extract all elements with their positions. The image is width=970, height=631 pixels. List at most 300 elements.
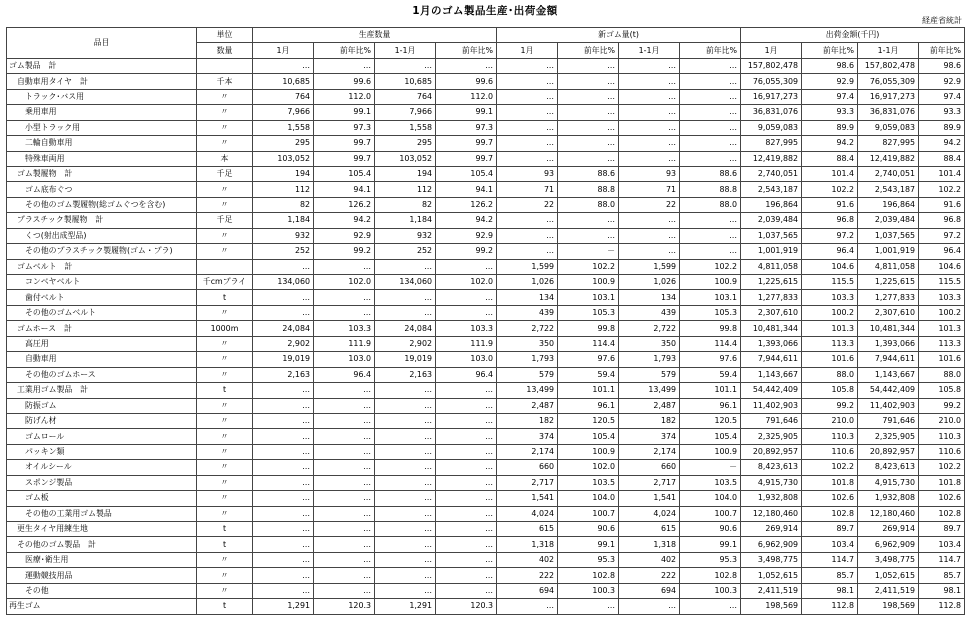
header-item: 品目	[7, 28, 197, 59]
value-cell: 110.6	[802, 444, 858, 459]
item-name: 防げん材	[7, 413, 197, 428]
value-cell: 134,060	[375, 275, 436, 290]
value-cell: 100.9	[558, 275, 619, 290]
value-cell: 91.6	[919, 197, 965, 212]
value-cell: 10,685	[375, 74, 436, 89]
table-row	[7, 568, 965, 583]
value-cell: 12,419,882	[858, 151, 919, 166]
source-label: 経産省統計	[922, 16, 962, 25]
value-cell: 1,052,615	[858, 568, 919, 583]
value-cell: …	[436, 583, 497, 598]
statistics-table	[6, 27, 965, 615]
value-cell: 112.8	[919, 599, 965, 614]
value-cell: …	[558, 599, 619, 614]
value-cell: 103,052	[375, 151, 436, 166]
value-cell: 210.0	[802, 413, 858, 428]
value-cell: 102.8	[680, 568, 741, 583]
value-cell: 2,487	[619, 398, 680, 413]
value-cell: 97.4	[919, 89, 965, 104]
value-cell: 1,318	[619, 537, 680, 552]
value-cell: 88.8	[680, 182, 741, 197]
item-name: ゴム製品 計	[7, 58, 197, 73]
value-cell: 85.7	[919, 568, 965, 583]
value-cell: 97.2	[919, 228, 965, 243]
item-name: 特殊車両用	[7, 151, 197, 166]
value-cell: 2,411,519	[741, 583, 802, 598]
value-cell: …	[680, 151, 741, 166]
value-cell: 99.1	[680, 537, 741, 552]
value-cell: 2,039,484	[741, 213, 802, 228]
value-cell: 103.0	[314, 352, 375, 367]
value-cell: …	[253, 583, 314, 598]
value-cell: …	[253, 383, 314, 398]
value-cell: …	[253, 290, 314, 305]
table-row	[7, 259, 965, 274]
subheader-cell: 1-1月	[619, 43, 680, 58]
value-cell: 102.2	[558, 259, 619, 274]
value-cell: 210.0	[919, 413, 965, 428]
value-cell: 113.3	[802, 336, 858, 351]
value-cell: 103.3	[436, 321, 497, 336]
table-row	[7, 58, 965, 73]
value-cell: 93.3	[919, 105, 965, 120]
value-cell: …	[314, 290, 375, 305]
subheader-cell: 前年比%	[436, 43, 497, 58]
value-cell: …	[436, 475, 497, 490]
table-row	[7, 398, 965, 413]
value-cell: 13,499	[497, 383, 558, 398]
value-cell: 194	[253, 166, 314, 181]
value-cell: …	[619, 120, 680, 135]
value-cell: …	[375, 491, 436, 506]
value-cell: 120.5	[558, 413, 619, 428]
value-cell: 94.2	[919, 136, 965, 151]
unit-cell: t	[197, 383, 253, 398]
value-cell: 110.3	[919, 429, 965, 444]
value-cell: …	[253, 305, 314, 320]
value-cell: 4,811,058	[858, 259, 919, 274]
item-name: パッキン類	[7, 444, 197, 459]
value-cell: …	[375, 429, 436, 444]
value-cell: …	[680, 120, 741, 135]
value-cell: 88.0	[919, 367, 965, 382]
value-cell: 112	[375, 182, 436, 197]
value-cell: 102.2	[802, 460, 858, 475]
value-cell: 98.6	[802, 58, 858, 73]
value-cell: 374	[619, 429, 680, 444]
subheader-cell: 前年比%	[314, 43, 375, 58]
value-cell: 194	[375, 166, 436, 181]
value-cell: 252	[253, 244, 314, 259]
item-name: 二輪自動車用	[7, 136, 197, 151]
value-cell: 114.7	[919, 552, 965, 567]
unit-cell: 〃	[197, 429, 253, 444]
value-cell: …	[497, 244, 558, 259]
unit-cell: 1000m	[197, 321, 253, 336]
value-cell: 71	[497, 182, 558, 197]
value-cell: …	[619, 228, 680, 243]
value-cell: 92.9	[314, 228, 375, 243]
value-cell: 1,184	[253, 213, 314, 228]
item-name: 医療･衛生用	[7, 552, 197, 567]
value-cell: 99.7	[314, 136, 375, 151]
value-cell: 12,419,882	[741, 151, 802, 166]
item-name: 防振ゴム	[7, 398, 197, 413]
subheader-cell: 前年比%	[919, 43, 965, 58]
value-cell: 88.0	[802, 367, 858, 382]
value-cell: 100.3	[558, 583, 619, 598]
value-cell: 402	[619, 552, 680, 567]
item-name: 乗用車用	[7, 105, 197, 120]
item-name: その他	[7, 583, 197, 598]
value-cell: 11,402,903	[858, 398, 919, 413]
value-cell: …	[375, 568, 436, 583]
value-cell: 439	[619, 305, 680, 320]
unit-cell	[197, 58, 253, 73]
value-cell: 2,717	[619, 475, 680, 490]
item-name: 自動車用タイヤ 計	[7, 74, 197, 89]
value-cell: …	[375, 552, 436, 567]
value-cell: …	[253, 506, 314, 521]
unit-cell: 〃	[197, 136, 253, 151]
value-cell: …	[375, 383, 436, 398]
value-cell: －	[680, 460, 741, 475]
value-cell: 93.3	[802, 105, 858, 120]
value-cell: 36,831,076	[858, 105, 919, 120]
value-cell: 102.6	[919, 491, 965, 506]
table-row	[7, 352, 965, 367]
value-cell: 182	[497, 413, 558, 428]
value-cell: 126.2	[436, 197, 497, 212]
value-cell: 100.9	[558, 444, 619, 459]
unit-cell: 〃	[197, 105, 253, 120]
unit-cell: 千cmプライ	[197, 275, 253, 290]
unit-cell: 本	[197, 151, 253, 166]
value-cell: 99.7	[314, 151, 375, 166]
value-cell: 2,325,905	[741, 429, 802, 444]
unit-cell: 千本	[197, 74, 253, 89]
value-cell: 114.7	[802, 552, 858, 567]
value-cell: 104.0	[558, 491, 619, 506]
value-cell: …	[436, 290, 497, 305]
table-row	[7, 244, 965, 259]
value-cell: 102.2	[919, 182, 965, 197]
value-cell: 104.0	[680, 491, 741, 506]
value-cell: 196,864	[741, 197, 802, 212]
table-row	[7, 228, 965, 243]
table-row	[7, 522, 965, 537]
value-cell: 94.1	[314, 182, 375, 197]
value-cell: 4,811,058	[741, 259, 802, 274]
item-name: その他のゴムホース	[7, 367, 197, 382]
value-cell: 2,740,051	[858, 166, 919, 181]
value-cell: 198,569	[741, 599, 802, 614]
value-cell: …	[253, 552, 314, 567]
value-cell: 96.4	[436, 367, 497, 382]
value-cell: …	[619, 151, 680, 166]
value-cell: 103.3	[314, 321, 375, 336]
unit-cell: 〃	[197, 506, 253, 521]
value-cell: 90.6	[680, 522, 741, 537]
value-cell: 103.1	[680, 290, 741, 305]
value-cell: 13,499	[619, 383, 680, 398]
value-cell: 10,481,344	[858, 321, 919, 336]
value-cell: 101.3	[802, 321, 858, 336]
unit-cell: 〃	[197, 244, 253, 259]
value-cell: 7,966	[375, 105, 436, 120]
value-cell: …	[314, 259, 375, 274]
value-cell: 2,039,484	[858, 213, 919, 228]
value-cell: 101.3	[919, 321, 965, 336]
value-cell: 91.6	[802, 197, 858, 212]
value-cell: 6,962,909	[741, 537, 802, 552]
value-cell: 99.1	[436, 105, 497, 120]
value-cell: 932	[375, 228, 436, 243]
value-cell: 2,902	[253, 336, 314, 351]
table-row	[7, 460, 965, 475]
table-row	[7, 321, 965, 336]
value-cell: 95.3	[680, 552, 741, 567]
value-cell: 89.9	[919, 120, 965, 135]
value-cell: 82	[375, 197, 436, 212]
value-cell: …	[436, 506, 497, 521]
value-cell: 1,541	[619, 491, 680, 506]
value-cell: …	[558, 120, 619, 135]
value-cell: 222	[619, 568, 680, 583]
value-cell: 16,917,273	[741, 89, 802, 104]
value-cell: 98.1	[919, 583, 965, 598]
value-cell: 99.2	[919, 398, 965, 413]
table-row	[7, 552, 965, 567]
subheader-cell: 前年比%	[558, 43, 619, 58]
value-cell: 96.1	[680, 398, 741, 413]
value-cell: 88.4	[919, 151, 965, 166]
value-cell: 295	[253, 136, 314, 151]
value-cell: 59.4	[558, 367, 619, 382]
value-cell: 103.3	[802, 290, 858, 305]
value-cell: 101.4	[919, 166, 965, 181]
table-row	[7, 275, 965, 290]
item-name: その他のゴムベルト	[7, 305, 197, 320]
value-cell: 134,060	[253, 275, 314, 290]
value-cell: 114.4	[680, 336, 741, 351]
value-cell: 1,291	[375, 599, 436, 614]
unit-cell: 〃	[197, 413, 253, 428]
table-row	[7, 336, 965, 351]
table-row	[7, 506, 965, 521]
value-cell: 101.8	[802, 475, 858, 490]
unit-cell: 〃	[197, 336, 253, 351]
value-cell: 102.8	[919, 506, 965, 521]
value-cell: 2,722	[497, 321, 558, 336]
value-cell: …	[314, 522, 375, 537]
value-cell: 2,722	[619, 321, 680, 336]
value-cell: …	[680, 89, 741, 104]
value-cell: 105.4	[558, 429, 619, 444]
table-row	[7, 599, 965, 614]
value-cell: …	[436, 58, 497, 73]
value-cell: 96.4	[314, 367, 375, 382]
value-cell: 11,402,903	[741, 398, 802, 413]
value-cell: …	[375, 522, 436, 537]
value-cell: 89.9	[802, 120, 858, 135]
value-cell: 1,291	[253, 599, 314, 614]
value-cell: 99.7	[436, 151, 497, 166]
value-cell: …	[314, 475, 375, 490]
value-cell: 88.4	[802, 151, 858, 166]
table-row	[7, 413, 965, 428]
value-cell: …	[497, 151, 558, 166]
value-cell: 96.1	[558, 398, 619, 413]
unit-cell: 〃	[197, 568, 253, 583]
value-cell: 4,915,730	[741, 475, 802, 490]
value-cell: …	[375, 444, 436, 459]
item-name: 小型トラック用	[7, 120, 197, 135]
value-cell: 103.1	[558, 290, 619, 305]
table-row	[7, 136, 965, 151]
item-name: スポンジ製品	[7, 475, 197, 490]
value-cell: 99.1	[558, 537, 619, 552]
unit-cell: 〃	[197, 444, 253, 459]
value-cell: 110.3	[802, 429, 858, 444]
value-cell: 114.4	[558, 336, 619, 351]
table-row	[7, 89, 965, 104]
unit-cell: 千足	[197, 213, 253, 228]
unit-cell: t	[197, 537, 253, 552]
value-cell: 101.8	[919, 475, 965, 490]
value-cell: 88.0	[558, 197, 619, 212]
value-cell: 4,915,730	[858, 475, 919, 490]
header-unit-bottom: 数量	[197, 43, 253, 58]
value-cell: 89.7	[802, 522, 858, 537]
value-cell: 99.8	[558, 321, 619, 336]
value-cell: 112.0	[314, 89, 375, 104]
value-cell: 932	[253, 228, 314, 243]
subheader-cell: 1月	[497, 43, 558, 58]
value-cell: …	[253, 460, 314, 475]
value-cell: …	[375, 583, 436, 598]
value-cell: …	[497, 120, 558, 135]
value-cell: …	[253, 429, 314, 444]
value-cell: 6,962,909	[858, 537, 919, 552]
value-cell: 2,740,051	[741, 166, 802, 181]
value-cell: 10,685	[253, 74, 314, 89]
value-cell: …	[497, 599, 558, 614]
value-cell: 1,052,615	[741, 568, 802, 583]
value-cell: 85.7	[802, 568, 858, 583]
value-cell: 8,423,613	[741, 460, 802, 475]
value-cell: 1,541	[497, 491, 558, 506]
value-cell: …	[497, 74, 558, 89]
value-cell: 94.2	[802, 136, 858, 151]
value-cell: 100.9	[680, 275, 741, 290]
value-cell: …	[497, 89, 558, 104]
value-cell: 59.4	[680, 367, 741, 382]
table-row	[7, 367, 965, 382]
page-title: 1月のゴム製品生産･出荷金額	[412, 5, 558, 17]
item-name: トラック･バス用	[7, 89, 197, 104]
value-cell: 1,393,066	[858, 336, 919, 351]
value-cell: …	[314, 398, 375, 413]
value-cell: 115.5	[919, 275, 965, 290]
value-cell: 8,423,613	[858, 460, 919, 475]
table-row	[7, 444, 965, 459]
value-cell: 97.4	[802, 89, 858, 104]
unit-cell: 〃	[197, 367, 253, 382]
value-cell: …	[253, 413, 314, 428]
value-cell: 126.2	[314, 197, 375, 212]
value-cell: …	[253, 522, 314, 537]
value-cell: 2,163	[253, 367, 314, 382]
value-cell: 660	[619, 460, 680, 475]
table-row	[7, 429, 965, 444]
value-cell: 2,325,905	[858, 429, 919, 444]
header-production: 生産数量	[253, 28, 497, 43]
value-cell: 99.1	[314, 105, 375, 120]
subheader-cell: 1月	[741, 43, 802, 58]
value-cell: …	[314, 444, 375, 459]
value-cell: 694	[497, 583, 558, 598]
value-cell: 269,914	[741, 522, 802, 537]
subheader-cell: 前年比%	[680, 43, 741, 58]
value-cell: …	[558, 89, 619, 104]
value-cell: 101.6	[802, 352, 858, 367]
value-cell: …	[253, 444, 314, 459]
value-cell: 97.6	[558, 352, 619, 367]
value-cell: 104.6	[919, 259, 965, 274]
unit-cell: t	[197, 599, 253, 614]
value-cell: …	[375, 537, 436, 552]
value-cell: 76,055,309	[858, 74, 919, 89]
value-cell: 99.6	[314, 74, 375, 89]
value-cell: －	[558, 244, 619, 259]
value-cell: …	[680, 74, 741, 89]
value-cell: 100.3	[680, 583, 741, 598]
item-name: オイルシール	[7, 460, 197, 475]
value-cell: …	[558, 213, 619, 228]
value-cell: …	[375, 460, 436, 475]
value-cell: 1,001,919	[741, 244, 802, 259]
value-cell: 93	[497, 166, 558, 181]
value-cell: 105.4	[314, 166, 375, 181]
value-cell: …	[680, 105, 741, 120]
value-cell: 82	[253, 197, 314, 212]
value-cell: 105.8	[802, 383, 858, 398]
value-cell: 111.9	[314, 336, 375, 351]
value-cell: 76,055,309	[741, 74, 802, 89]
value-cell: 4,024	[497, 506, 558, 521]
subheader-cell: 1月	[253, 43, 314, 58]
value-cell: …	[375, 290, 436, 305]
value-cell: 196,864	[858, 197, 919, 212]
value-cell: 97.3	[314, 120, 375, 135]
value-cell: 222	[497, 568, 558, 583]
value-cell: …	[497, 213, 558, 228]
value-cell: …	[619, 136, 680, 151]
table-row	[7, 197, 965, 212]
value-cell: 7,966	[253, 105, 314, 120]
value-cell: 98.1	[802, 583, 858, 598]
value-cell: 98.6	[919, 58, 965, 73]
value-cell: 103.5	[680, 475, 741, 490]
value-cell: 90.6	[558, 522, 619, 537]
unit-cell: 〃	[197, 352, 253, 367]
value-cell: 104.6	[802, 259, 858, 274]
value-cell: …	[314, 429, 375, 444]
value-cell: 105.3	[558, 305, 619, 320]
value-cell: 252	[375, 244, 436, 259]
value-cell: …	[314, 537, 375, 552]
